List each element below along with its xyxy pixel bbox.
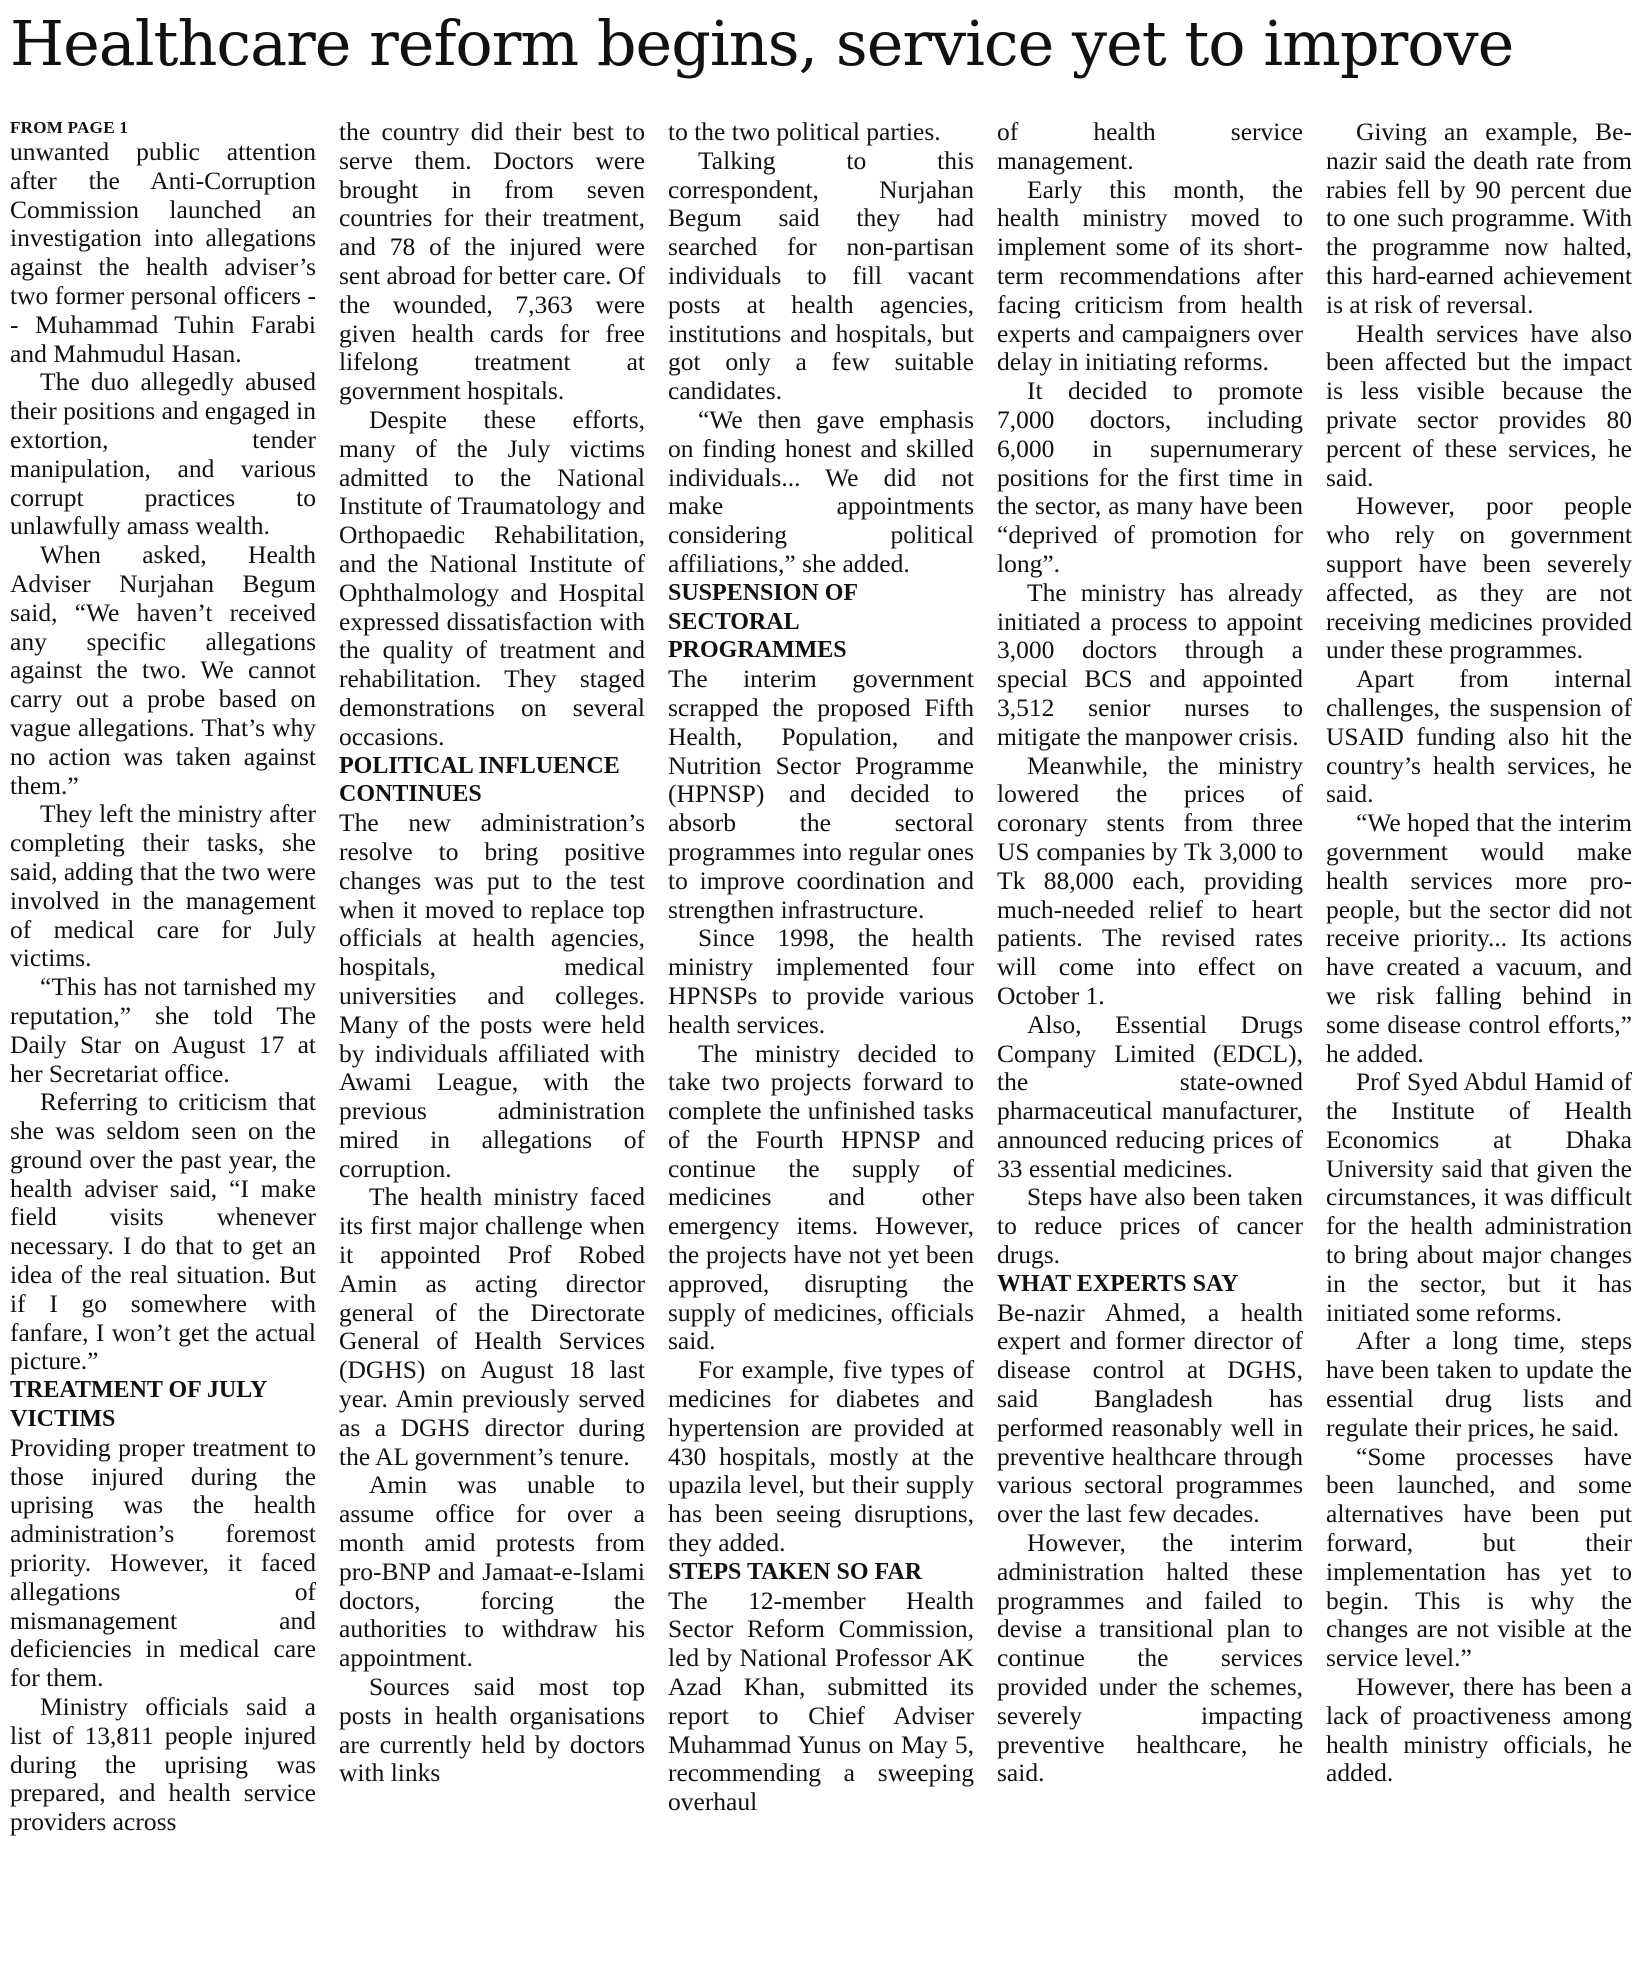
article-paragraph: When asked, Health Adviser Nurjahan Begum said, “We haven’t received any specific allegations against the two. We cannot carry out a probe based on vague allegations. That’s why no action was taken against them.” — [10, 540, 316, 800]
article-paragraph: Meanwhile, the ministry lowered the prices of coronary stents from three US companies by Tk 3,000 to Tk 88,000 each, providing much-needed relief to heart patients. The revised rates will come into effect on October 1. — [997, 750, 1303, 1010]
article-column-3 — [668, 118, 974, 1958]
article-paragraph: Despite these efforts, many of the July victims admitted to the National Institute of Traumatology and Orthopaedic Rehabilitation, and the National Institute of Ophthalmology and Hospital expressed dissatisfaction with the quality of treatment and rehabilitation. They staged demonstrations on several occasions. — [339, 404, 645, 751]
article-paragraph: The interim government scrapped the proposed Fifth Health, Population, and Nutrition Sector Programme (HPNSP) and decided to absorb the sectoral programmes into regular ones to improve coordination and strengthen infrastructure. — [668, 664, 974, 924]
article-paragraph: Ministry officials said a list of 13,811 people injured during the uprising was prepared, and health service providers across — [10, 1692, 316, 1837]
article-paragraph: The duo allegedly abused their positions and engaged in extortion, tender manipulation, and various corrupt practices to unlawfully amass wealth. — [10, 367, 316, 541]
article-paragraph: “Some processes have been launched, and some alternatives have been put forward, but their implementation has yet to begin. This is why the changes are not visible at the service level.” — [1326, 1441, 1632, 1673]
article-column-5 — [1326, 118, 1632, 1958]
jump-label: FROM PAGE 1 — [10, 118, 129, 137]
article-paragraph: Referring to criticism that she was seldom seen on the ground over the past year, the health adviser said, “I make field visits whenever necessary. I do that to get an idea of the real situation. But if I go somewhere with fanfare, I won’t get the actual picture.” — [10, 1087, 316, 1376]
article-paragraph: Sources said most top posts in health organisations are currently held by doctors with links — [339, 1672, 645, 1788]
article-column-4 — [997, 118, 1303, 1958]
article-paragraph: Apart from internal challenges, the suspension of USAID funding also hit the country’s health services, he said. — [1326, 664, 1632, 809]
article-paragraph: Steps have also been taken to reduce prices of cancer drugs. — [997, 1182, 1303, 1270]
section-subhead: SUSPENSION OF SECTORAL PROGRAMMES — [668, 579, 858, 664]
article-paragraph: “We then gave emphasis on finding honest and skilled individuals... We did not make appointments considering political affiliations,” she added. — [668, 404, 974, 578]
article-paragraph: Amin was unable to assume office for over a month amid protests from pro-BNP and Jamaat-e-Islami doctors, forcing the authorities to withdraw his appointment. — [339, 1470, 645, 1673]
article-paragraph: The ministry decided to take two projects forward to complete the unfinished tasks of the Fourth HPNSP and continue the supply of medicines and other emergency items. However, the projects have not yet been approved, disrupting the supply of medicines, officials said. — [668, 1038, 974, 1356]
article-paragraph: Health services have also been affected but the impact is less visible because the private sector provides 80 percent of these services, he said. — [1326, 318, 1632, 492]
section-subhead: STEPS TAKEN SO FAR — [668, 1558, 923, 1585]
section-subhead: TREATMENT OF JULY VICTIMS — [10, 1377, 267, 1433]
section-subhead: WHAT EXPERTS SAY — [997, 1270, 1239, 1297]
article-column-1 — [10, 118, 316, 1958]
article-paragraph: The new administration’s resolve to bring positive changes was put to the test when it moved to replace top officials at health agencies, hospitals, medical universities and colleges. Many of the posts were held by individuals affiliated with Awami League, with the previous administration mired in allegations of corruption. — [339, 808, 645, 1183]
article-paragraph: Prof Syed Abdul Hamid of the Institute of Health Economics at Dhaka University said that given the circumstances, it was difficult for the health administration to bring about major changes in the sector, but it has initiated some reforms. — [1326, 1067, 1632, 1327]
article-paragraph: The health ministry faced its first major challenge when it appointed Prof Robed Amin as acting director general of the Directorate General of Health Services (DGHS) on August 18 last year. Amin previously served as a DGHS director during the AL government’s tenure. — [339, 1182, 645, 1471]
article-paragraph: However, there has been a lack of proactiveness among health ministry officials, he added. — [1326, 1672, 1632, 1788]
section-subhead: POLITICAL INFLUENCE CONTINUES — [339, 752, 620, 808]
article-paragraph: Be-nazir Ahmed, a health expert and former director of disease control at DGHS, said Bangladesh has performed reasonably well in preventive healthcare through various sectoral programmes over the last few decades. — [997, 1297, 1303, 1529]
article-paragraph: Early this month, the health ministry moved to implement some of its short-term recommendations after facing criticism from health experts and campaigners over delay in initiating reforms. — [997, 174, 1303, 377]
article-paragraph: The 12-member Health Sector Reform Commission, led by National Professor AK Azad Khan, submitted its report to Chief Adviser Muhammad Yunus on May 5, recommending a sweeping overhaul — [668, 1585, 974, 1817]
article-paragraph: It decided to promote 7,000 doctors, including 6,000 in supernumerary positions for the first time in the sector, as many have been “deprived of promotion for long”. — [997, 376, 1303, 578]
article-paragraph: For example, five types of medicines for diabetes and hypertension are provided at 430 hospitals, mostly at the upazila level, but their supply has been seeing disruptions, they added. — [668, 1355, 974, 1558]
article-paragraph: However, poor people who rely on government support have been severely affected, as they are not receiving medicines provided under these programmes. — [1326, 491, 1632, 665]
article-paragraph: They left the ministry after completing their tasks, she said, adding that the two were involved in the management of medical care for July victims. — [10, 799, 316, 973]
article-paragraph: After a long time, steps have been taken to update the essential drug lists and regulate their prices, he said. — [1326, 1326, 1632, 1442]
article-paragraph: Talking to this correspondent, Nurjahan Begum said they had searched for non-partisan individuals to fill vacant posts at health agencies, institutions and hospitals, but got only a few suitable candidates. — [668, 145, 974, 406]
article-paragraph: the country did their best to serve them. Doctors were brought in from seven countries for their treatment, and 78 of the injured were sent abroad for better care. Of the wounded, 7,363 were given health cards for free lifelong treatment at government hospitals. — [339, 118, 645, 406]
article-paragraph: However, the interim administration halted these programmes and failed to devise a transitional plan to continue the services provided under the schemes, severely impacting preventive healthcare, he said. — [997, 1528, 1303, 1788]
article-paragraph: “This has not tarnished my reputation,” she told The Daily Star on August 17 at her Secretariat office. — [10, 972, 316, 1088]
article-paragraph: Also, Essential Drugs Company Limited (EDCL), the state-owned pharmaceutical manufacturer, announced reducing prices of 33 essential medicines. — [997, 1009, 1303, 1183]
article-paragraph: Giving an example, Be-nazir said the death rate from rabies fell by 90 percent due to one such programme. With the programme now halted, this hard-earned achievement is at risk of reversal. — [1326, 118, 1632, 319]
article-paragraph: of health service management. — [997, 118, 1303, 175]
article-paragraph: Providing proper treatment to those injured during the uprising was the health administration’s foremost priority. However, it faced allegations of mismanagement and deficiencies in medical care for them. — [10, 1432, 316, 1693]
article-paragraph: “We hoped that the interim government would make health services more pro-people, but the sector did not receive priority... Its actions have created a vacuum, and we risk falling behind in some disease control efforts,” he added. — [1326, 808, 1632, 1068]
article-paragraph: to the two political parties. — [668, 118, 941, 146]
headline: Healthcare reform begins, service yet to improve — [10, 7, 1514, 80]
article-paragraph: The ministry has already initiated a process to appoint 3,000 doctors through a special BCS and appointed 3,512 senior nurses to mitigate the manpower crisis. — [997, 577, 1303, 751]
article-paragraph: unwanted public attention after the Anti-Corruption Commission launched an investigation into allegations against the health adviser’s two former personal officers -- Muhammad Tuhin Farabi and Mahmudul Hasan. — [10, 137, 316, 368]
article-column-2 — [339, 118, 645, 1958]
article-paragraph: Since 1998, the health ministry implemented four HPNSPs to provide various health services. — [668, 923, 974, 1039]
